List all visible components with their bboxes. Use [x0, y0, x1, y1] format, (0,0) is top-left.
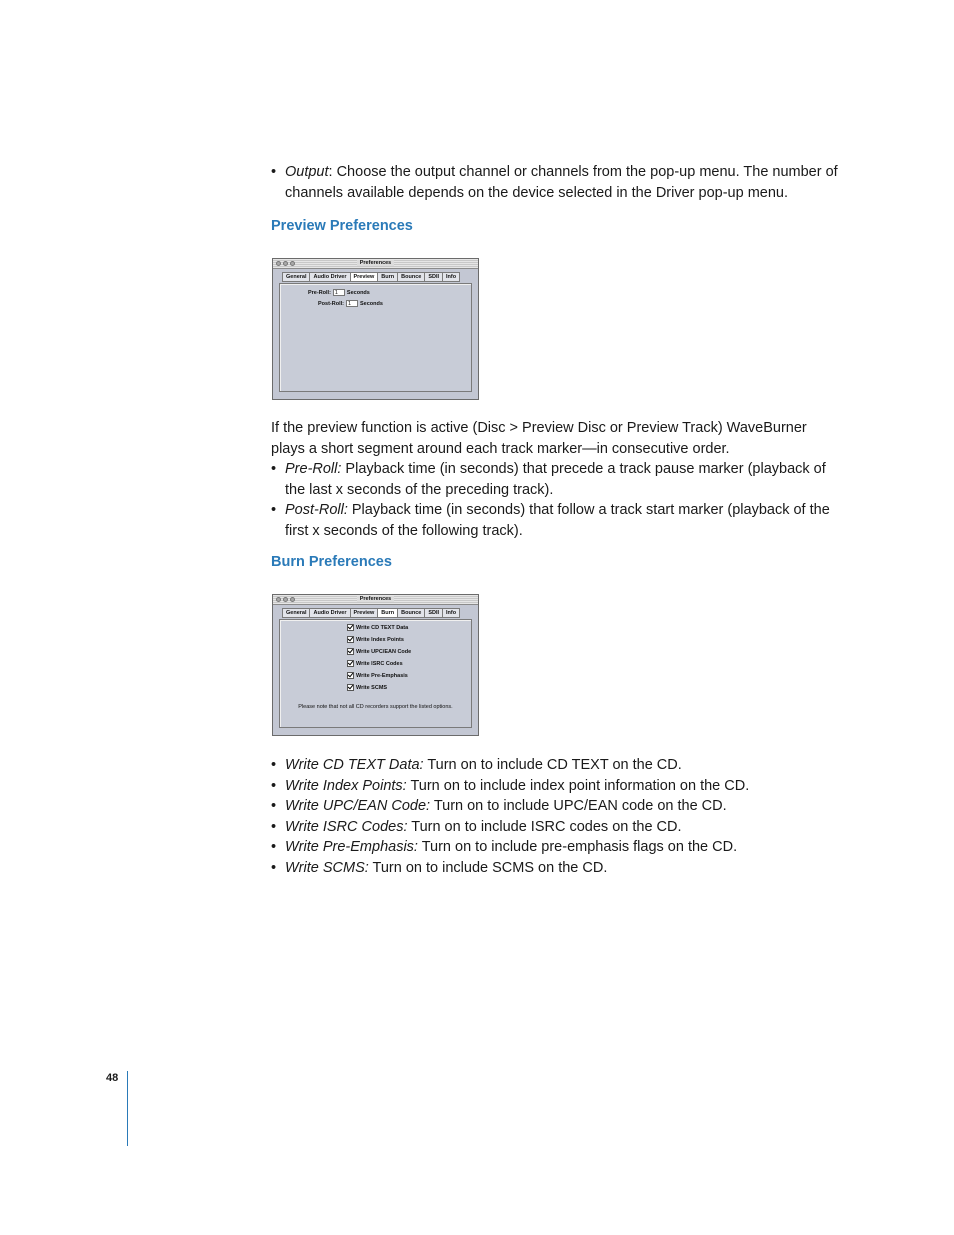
- window-buttons: [276, 597, 295, 602]
- tab-preview[interactable]: Preview: [350, 272, 379, 282]
- bullet-text: Turn on to include ISRC codes on the CD.: [407, 818, 682, 835]
- post-roll-row: [318, 300, 383, 307]
- tab-info[interactable]: Info: [442, 272, 460, 282]
- bullet-text: Turn on to include UPC/EAN code on the CD.: [430, 798, 727, 814]
- write-index-points-bullet: [271, 776, 831, 797]
- bullet-term: Post-Roll:: [285, 502, 348, 518]
- bullet-text: Turn on to include SCMS on the CD.: [368, 859, 608, 876]
- write-upc-ean-bullet: [271, 796, 831, 817]
- window-title: Preferences: [357, 260, 395, 266]
- bullet-text: : Choose the output channel or channels from the pop-up menu. The number of channels available depends on the device selected in the Driver pop-up menu.: [285, 164, 838, 201]
- bullet-term: Write Index Points:: [285, 777, 407, 794]
- checkbox-checked-icon[interactable]: [347, 636, 354, 643]
- tab-bounce[interactable]: Bounce: [397, 272, 425, 282]
- preview-pane: [279, 283, 472, 392]
- write-isrc-bullet: [271, 817, 831, 838]
- checkbox-write-index-points[interactable]: [347, 636, 404, 643]
- checkbox-label: Write Index Points: [356, 636, 404, 643]
- bullet-text: Playback time (in seconds) that precede a track pause marker (playback of the last x seconds of the preceding track).: [285, 461, 826, 498]
- post-roll-bullet: [271, 500, 831, 541]
- bullet-dot: •: [271, 757, 277, 773]
- tab-sdii[interactable]: SDII: [424, 272, 443, 282]
- pre-roll-unit: Seconds: [346, 289, 370, 296]
- checkbox-label: Write Pre-Emphasis: [356, 672, 408, 679]
- burn-preferences-heading: Burn Preferences: [271, 554, 392, 570]
- page-number: 48: [106, 1072, 119, 1084]
- preview-preferences-window: [272, 258, 479, 400]
- checkbox-checked-icon[interactable]: [347, 672, 354, 679]
- window-title: Preferences: [357, 596, 395, 602]
- minimize-icon[interactable]: [283, 261, 288, 266]
- pre-roll-input[interactable]: 1: [333, 289, 345, 296]
- pre-roll-label: Pre-Roll:: [308, 289, 331, 296]
- tab-preview[interactable]: Preview: [350, 608, 379, 618]
- checkbox-label: Write UPC/EAN Code: [356, 648, 412, 655]
- burn-note: Please note that not all CD recorders support the listed options.: [298, 704, 453, 710]
- tab-bar: [282, 608, 478, 618]
- bullet-dot: •: [271, 164, 277, 180]
- zoom-icon[interactable]: [290, 261, 295, 266]
- bullet-dot: •: [271, 777, 277, 794]
- bullet-term: Output: [285, 164, 329, 180]
- tab-audio-driver[interactable]: Audio Driver: [309, 608, 350, 618]
- post-roll-label: Post-Roll:: [318, 300, 344, 307]
- burn-bullets: [271, 755, 831, 878]
- checkbox-label: Write ISRC Codes: [356, 660, 403, 667]
- tab-sdii[interactable]: SDII: [424, 608, 443, 618]
- bullet-term: Write Pre-Emphasis:: [285, 839, 418, 855]
- bullet-dot: •: [271, 798, 277, 814]
- tab-bounce[interactable]: Bounce: [397, 608, 425, 618]
- preview-preferences-heading: Preview Preferences: [271, 218, 413, 234]
- bullet-dot: •: [271, 839, 277, 855]
- bullet-term: Write ISRC Codes:: [285, 818, 408, 835]
- bullet-dot: •: [271, 818, 277, 835]
- preview-bullets: [271, 459, 831, 541]
- minimize-icon[interactable]: [283, 597, 288, 602]
- write-pre-emphasis-bullet: [271, 837, 831, 858]
- checkbox-checked-icon[interactable]: [347, 624, 354, 631]
- pre-roll-bullet: [271, 459, 831, 500]
- tab-general[interactable]: General: [282, 608, 310, 618]
- close-icon[interactable]: [276, 597, 281, 602]
- output-bullet: [271, 162, 845, 203]
- window-title-bar: [273, 259, 478, 269]
- bullet-dot: •: [271, 461, 277, 477]
- checkbox-write-pre-emphasis[interactable]: [347, 672, 408, 679]
- checkbox-write-upc-ean[interactable]: [347, 648, 411, 655]
- bullet-text: Playback time (in seconds) that follow a track start marker (playback of the first x seconds of the following track).: [285, 502, 830, 539]
- checkbox-checked-icon[interactable]: [347, 648, 354, 655]
- bullet-text: Turn on to include index point information on the CD.: [406, 777, 750, 794]
- window-title-bar: [273, 595, 478, 605]
- write-cd-text-bullet: [271, 755, 831, 776]
- checkbox-label: Write SCMS: [356, 684, 388, 691]
- pre-roll-row: [308, 289, 370, 296]
- bullet-dot: •: [271, 502, 277, 518]
- tab-burn[interactable]: Burn: [377, 272, 398, 282]
- footer-rule: [127, 1071, 128, 1146]
- preview-paragraph: If the preview function is active (Disc > Preview Disc or Preview Track) WaveBurner plays a short segment around each track marker—in consecutive order.: [271, 420, 807, 457]
- burn-preferences-window: [272, 594, 479, 736]
- checkbox-checked-icon[interactable]: [347, 660, 354, 667]
- checkbox-write-cd-text[interactable]: [347, 624, 408, 631]
- close-icon[interactable]: [276, 261, 281, 266]
- bullet-term: Pre-Roll:: [285, 461, 342, 477]
- checkbox-label: Write CD TEXT Data: [356, 624, 409, 631]
- bullet-dot: •: [271, 859, 277, 876]
- window-buttons: [276, 261, 295, 266]
- tab-bar: [282, 272, 478, 282]
- checkbox-write-isrc[interactable]: [347, 660, 403, 667]
- write-scms-bullet: [271, 858, 831, 879]
- tab-info[interactable]: Info: [442, 608, 460, 618]
- tab-burn[interactable]: Burn: [377, 608, 398, 618]
- tab-general[interactable]: General: [282, 272, 310, 282]
- bullet-term: Write SCMS:: [285, 859, 369, 876]
- bullet-term: Write CD TEXT Data:: [285, 757, 424, 773]
- post-roll-input[interactable]: 1: [346, 300, 358, 307]
- bullet-text: Turn on to include pre-emphasis flags on the CD.: [417, 839, 738, 855]
- post-roll-unit: Seconds: [359, 300, 383, 307]
- bullet-text: Turn on to include CD TEXT on the CD.: [423, 757, 682, 773]
- checkbox-write-scms[interactable]: [347, 684, 387, 691]
- tab-audio-driver[interactable]: Audio Driver: [309, 272, 350, 282]
- checkbox-checked-icon[interactable]: [347, 684, 354, 691]
- zoom-icon[interactable]: [290, 597, 295, 602]
- bullet-term: Write UPC/EAN Code:: [285, 798, 431, 814]
- burn-pane: [279, 619, 472, 728]
